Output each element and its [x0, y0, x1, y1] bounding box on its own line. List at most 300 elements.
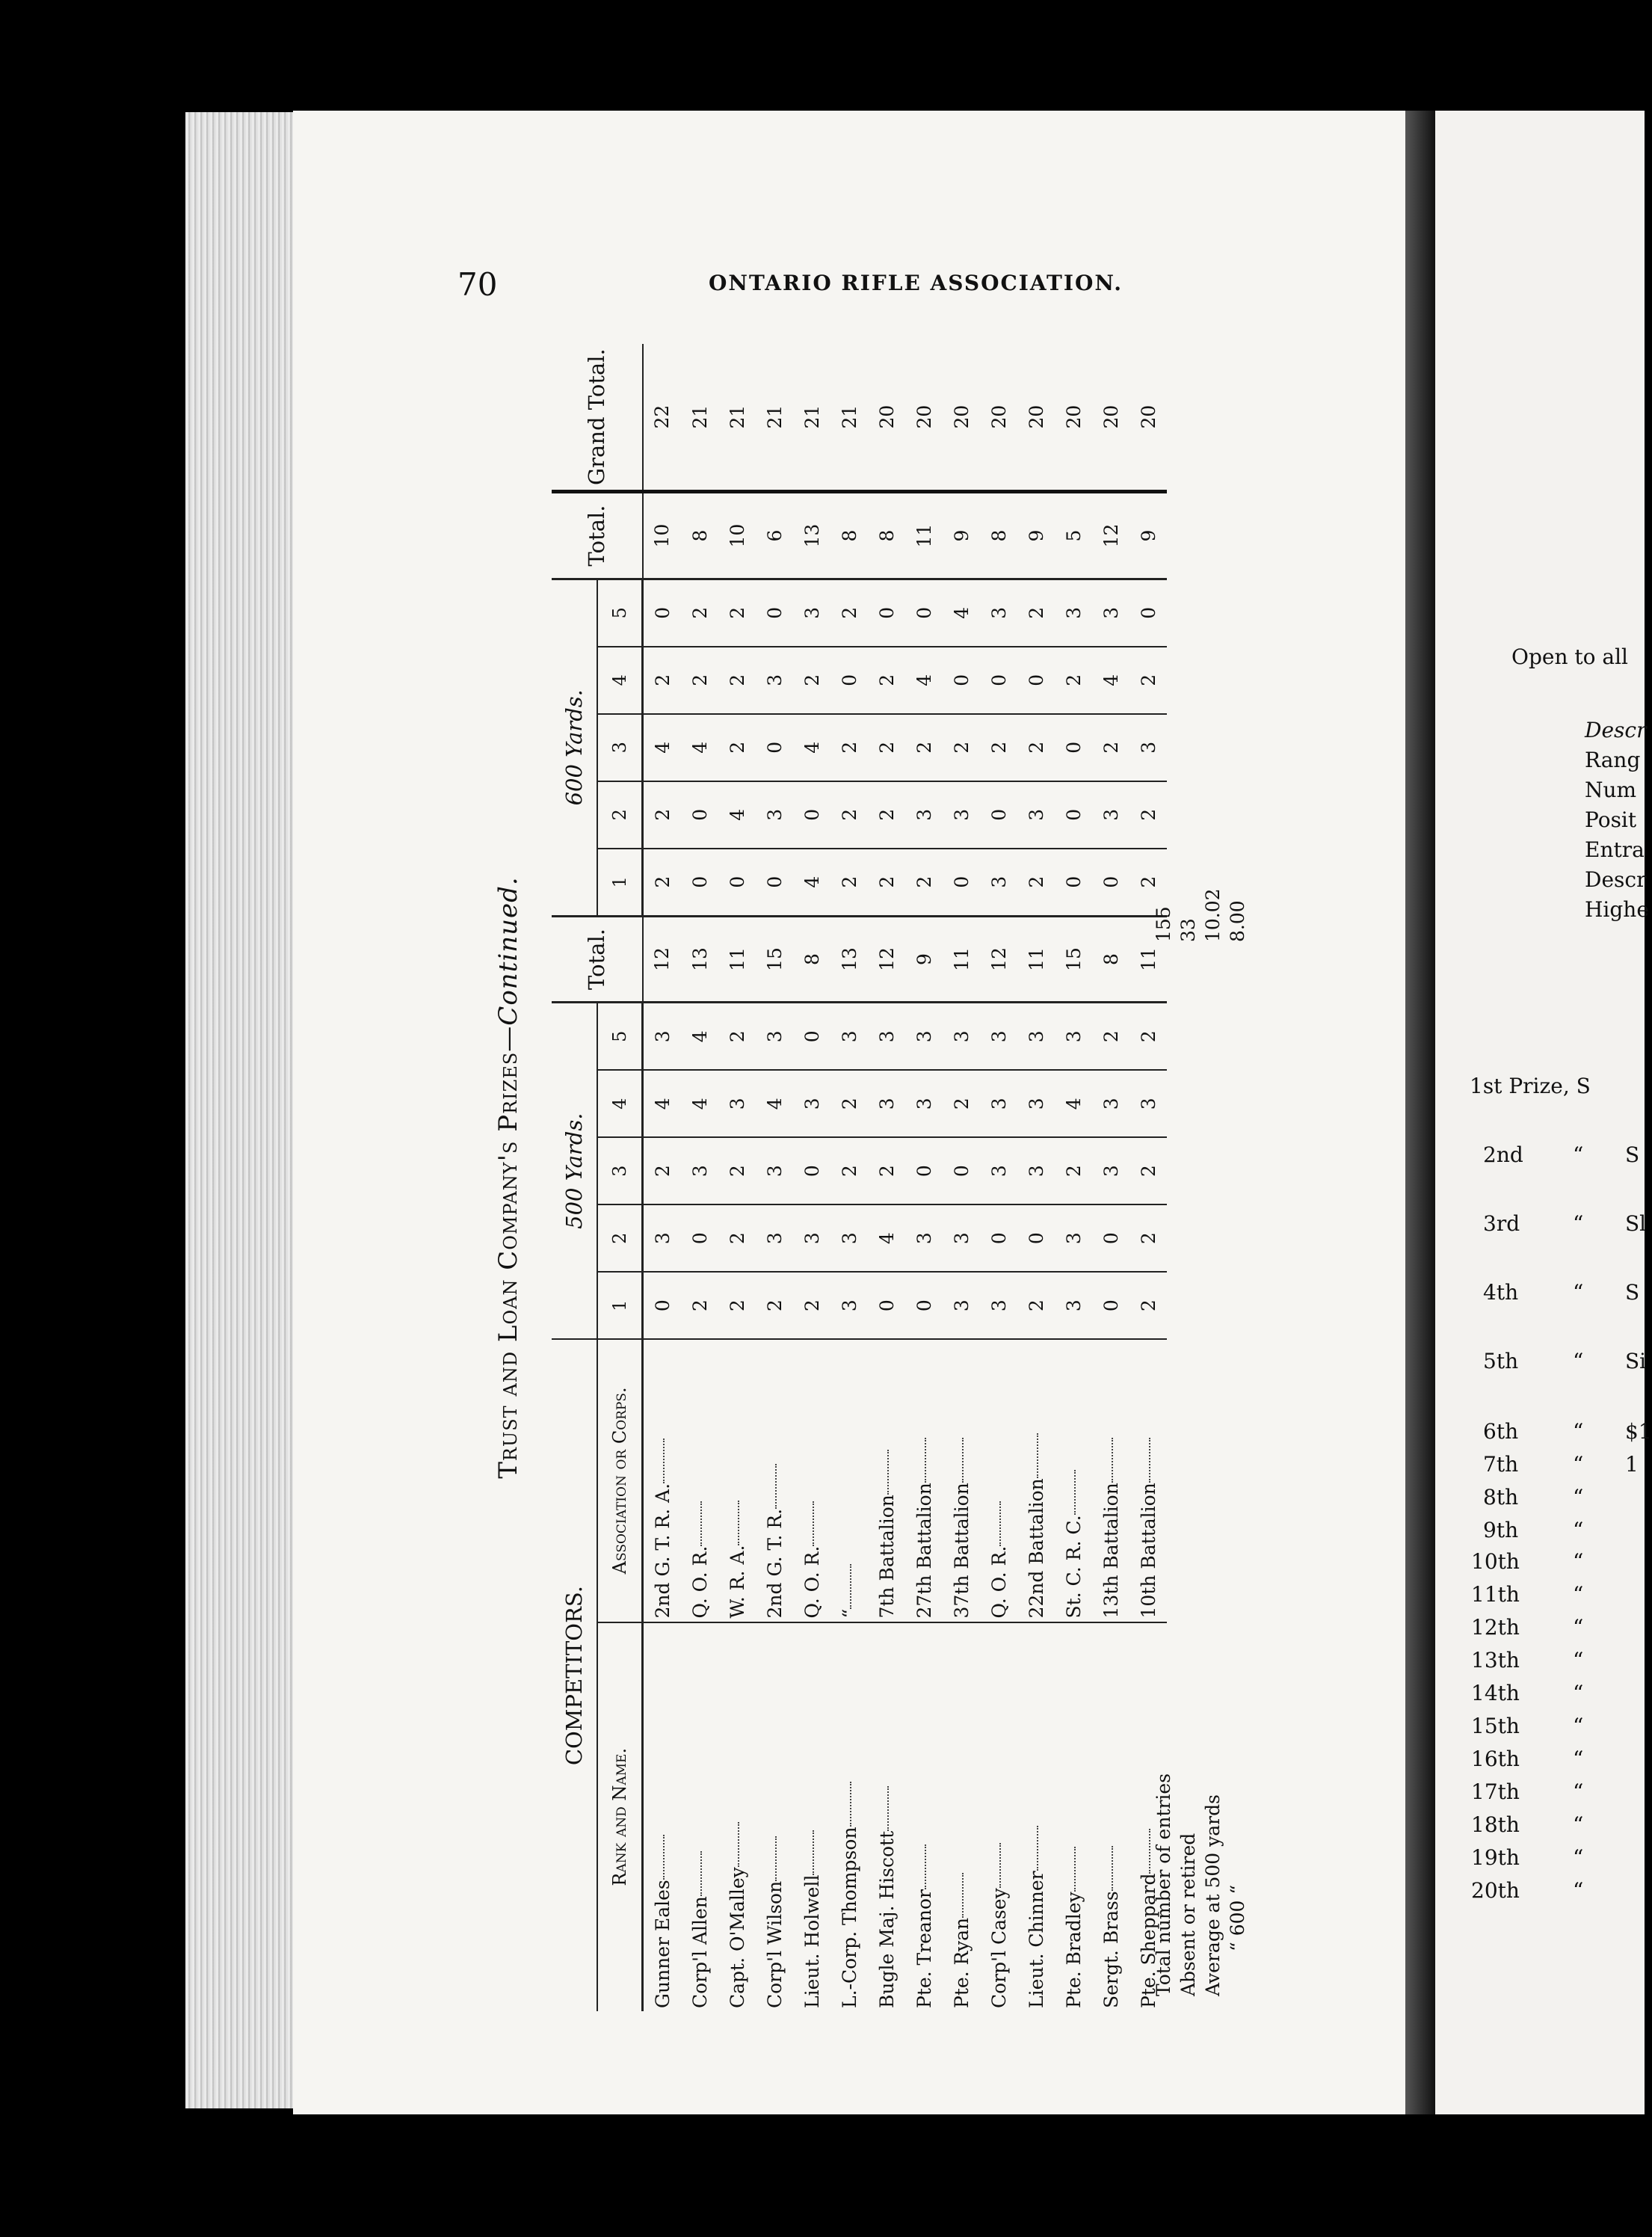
score-500	[681, 1003, 718, 1070]
total-600	[980, 492, 1017, 579]
header-rank-and-name: Rank and Name.	[597, 1622, 643, 2011]
total-500-text: 12	[987, 947, 1010, 971]
total-600	[830, 492, 868, 579]
score-500	[756, 1204, 793, 1272]
prize-tail: S	[1625, 1280, 1640, 1305]
competitor-corps-text: 2nd G. T. R. A.	[651, 1483, 674, 1619]
score-600-text: 2	[801, 674, 823, 686]
total-500-text: 15	[1062, 947, 1085, 971]
score-600	[943, 781, 980, 849]
score-500	[943, 1003, 980, 1070]
total-500-text: 11	[1137, 947, 1159, 971]
right-page-fragment: Num	[1585, 778, 1637, 802]
leader-dots	[850, 1564, 851, 1609]
score-500-text: 3	[913, 1232, 935, 1245]
score-500	[1017, 1272, 1055, 1339]
score-500-text: 3	[1100, 1098, 1122, 1110]
total-500-text: 8	[1100, 953, 1122, 965]
grand-total	[1055, 344, 1092, 492]
total-500	[1055, 916, 1092, 1003]
score-500-text: 2	[950, 1098, 973, 1110]
right-page-open-to: Open to all	[1511, 644, 1628, 669]
score-600-text: 2	[1100, 741, 1122, 754]
leader-dots	[813, 1830, 814, 1875]
competitor-corps	[943, 1339, 980, 1622]
score-500	[1017, 1070, 1055, 1137]
prize-tail: 1	[1625, 1452, 1639, 1477]
header-association-or-corps: Association or Corps.	[597, 1339, 643, 1622]
summary-block	[1151, 501, 1250, 1996]
score-600	[756, 849, 793, 916]
score-500-text: 0	[987, 1232, 1010, 1245]
score-500-text: 2	[1137, 1165, 1159, 1178]
right-page-fragment: Posit	[1585, 807, 1637, 832]
score-500-text: 4	[763, 1098, 786, 1110]
score-600-text: 0	[1137, 606, 1159, 619]
total-600	[868, 492, 905, 579]
score-500-text: 3	[763, 1232, 786, 1245]
competitor-corps	[681, 1339, 718, 1622]
grand-total	[718, 344, 756, 492]
score-500	[868, 1003, 905, 1070]
competitor-name-text: Bugle Maj. Hiscott	[875, 1830, 898, 2008]
competitor-name-text: Lieut. Chinner	[1025, 1871, 1047, 2008]
summary-label: Total number of entries	[1153, 1773, 1174, 1996]
score-600-text: 0	[1062, 741, 1085, 754]
leader-dots	[1112, 1846, 1113, 1891]
score-500-text: 2	[726, 1299, 748, 1312]
total-600-text: 10	[651, 523, 674, 548]
score-600-text: 2	[651, 876, 674, 888]
table-row	[1092, 344, 1129, 2011]
score-500-text: 3	[1025, 1098, 1047, 1110]
score-500	[980, 1137, 1017, 1204]
score-500	[1055, 1070, 1092, 1137]
score-500-text: 4	[688, 1030, 711, 1043]
score-600	[1092, 647, 1129, 714]
total-500	[868, 916, 905, 1003]
competitor-name	[980, 1622, 1017, 2011]
score-600-text: 2	[875, 741, 898, 754]
score-500-text: 2	[1062, 1165, 1085, 1178]
score-600	[681, 647, 718, 714]
score-500	[681, 1137, 718, 1204]
score-600	[1017, 781, 1055, 849]
score-500-text: 2	[726, 1030, 748, 1043]
score-500	[643, 1070, 682, 1137]
score-600-text: 0	[763, 606, 786, 619]
score-600-text: 3	[987, 606, 1010, 619]
header-shot: 4	[597, 1070, 643, 1137]
score-600	[1055, 579, 1092, 646]
score-500-text: 0	[1100, 1299, 1122, 1312]
score-600-text: 0	[875, 606, 898, 619]
score-500	[1017, 1137, 1055, 1204]
competitor-name-text: Corp'l Wilson	[763, 1880, 786, 2008]
score-500	[1092, 1137, 1129, 1204]
score-600-text: 2	[875, 876, 898, 888]
total-600	[905, 492, 943, 579]
score-500-text: 3	[763, 1030, 786, 1043]
header-shot: 1	[597, 849, 643, 916]
leader-dots	[925, 1844, 926, 1889]
competitor-corps	[1092, 1339, 1129, 1622]
grand-total	[1129, 344, 1167, 492]
total-500	[643, 916, 682, 1003]
prize-mark: “	[1573, 1714, 1584, 1738]
leader-dots	[663, 1438, 665, 1483]
grand-total	[868, 344, 905, 492]
score-600	[643, 781, 682, 849]
total-600-text: 8	[987, 529, 1010, 542]
score-500-text: 2	[875, 1165, 898, 1178]
total-500	[830, 916, 868, 1003]
score-600-text: 0	[651, 606, 674, 619]
score-600-text: 2	[1062, 674, 1085, 686]
score-600-text: 2	[726, 741, 748, 754]
score-500	[793, 1070, 830, 1137]
score-500-text: 2	[726, 1232, 748, 1245]
score-500-text: 2	[1100, 1030, 1122, 1043]
table-row	[793, 344, 830, 2011]
grand-total-text: 20	[1100, 404, 1122, 429]
grand-total-text: 21	[801, 404, 823, 429]
grand-total-text: 20	[987, 404, 1010, 429]
score-500-text: 2	[838, 1165, 860, 1178]
score-600-text: 3	[1025, 808, 1047, 821]
score-600	[905, 647, 943, 714]
competitor-name	[681, 1622, 718, 2011]
competitor-name	[1055, 1622, 1092, 2011]
total-500-text: 12	[875, 947, 898, 971]
score-600	[756, 647, 793, 714]
competitor-corps-text: 7th Battalion	[875, 1495, 898, 1619]
score-600	[1017, 579, 1055, 646]
leader-dots	[700, 1851, 702, 1896]
leader-dots	[813, 1501, 814, 1546]
competitor-name	[830, 1622, 868, 2011]
score-600-text: 2	[913, 876, 935, 888]
prize-tail: Si	[1625, 1349, 1647, 1373]
prize-mark: “	[1573, 1142, 1584, 1167]
score-600-text: 0	[688, 876, 711, 888]
score-500-text: 0	[913, 1299, 935, 1312]
score-600	[980, 579, 1017, 646]
grand-total-text: 20	[875, 404, 898, 429]
score-500	[980, 1272, 1017, 1339]
competitor-corps-text: 22nd Battalion	[1025, 1478, 1047, 1619]
total-500-text: 13	[838, 947, 860, 971]
competitor-name-text: Lieut. Holwell	[801, 1874, 823, 2008]
score-500-text: 3	[838, 1299, 860, 1312]
prize-mark: “	[1573, 1582, 1584, 1607]
score-600-text: 0	[950, 876, 973, 888]
score-500	[905, 1137, 943, 1204]
score-600-text: 4	[950, 606, 973, 619]
summary-row	[1176, 501, 1201, 1996]
score-600	[681, 714, 718, 781]
competitor-corps	[980, 1339, 1017, 1622]
leader-dots	[775, 1836, 777, 1881]
score-500	[1092, 1003, 1129, 1070]
score-600	[718, 714, 756, 781]
right-page-fragment: Highe	[1585, 897, 1649, 922]
total-500	[980, 916, 1017, 1003]
score-500-text: 4	[688, 1098, 711, 1110]
prize-mark: “	[1573, 1878, 1584, 1903]
score-500-text: 3	[688, 1165, 711, 1178]
score-500-text: 3	[1025, 1165, 1047, 1178]
score-600	[980, 781, 1017, 849]
score-600	[793, 849, 830, 916]
score-600-text: 3	[801, 606, 823, 619]
score-500-text: 3	[913, 1098, 935, 1110]
score-600	[1055, 647, 1092, 714]
score-500-text: 3	[1025, 1030, 1047, 1043]
grand-total	[793, 344, 830, 492]
prize-mark: “	[1573, 1648, 1584, 1673]
score-600-text: 3	[1100, 808, 1122, 821]
score-600-text: 4	[913, 674, 935, 686]
score-500-text: 3	[1062, 1299, 1085, 1312]
leader-dots	[1074, 1470, 1076, 1515]
summary-row	[1201, 501, 1225, 1996]
score-600	[681, 781, 718, 849]
prize-mark: “	[1573, 1452, 1584, 1477]
grand-total-text: 21	[838, 404, 860, 429]
rotated-table-block	[493, 344, 1286, 2011]
score-500	[905, 1070, 943, 1137]
summary-value: 33	[1177, 918, 1199, 942]
score-500	[868, 1070, 905, 1137]
competitor-corps-text: 37th Battalion	[950, 1483, 973, 1619]
score-500-text: 0	[875, 1299, 898, 1312]
score-600-text: 3	[763, 674, 786, 686]
score-600	[718, 647, 756, 714]
table-row	[681, 344, 718, 2011]
score-500	[980, 1070, 1017, 1137]
score-500	[1017, 1003, 1055, 1070]
table-row	[905, 344, 943, 2011]
score-table-body	[643, 344, 1168, 2011]
competitor-name-text: Corp'l Casey	[987, 1888, 1010, 2008]
score-600-text: 3	[913, 808, 935, 821]
header-shot: 1	[597, 1272, 643, 1339]
competitor-corps-text: Q. O. R.	[987, 1545, 1010, 1619]
score-500	[1055, 1204, 1092, 1272]
leader-dots	[962, 1873, 964, 1918]
score-500	[943, 1272, 980, 1339]
score-500	[905, 1204, 943, 1272]
score-500-text: 2	[651, 1165, 674, 1178]
total-500	[1017, 916, 1055, 1003]
summary-label: Absent or retired	[1177, 1833, 1199, 1996]
right-page-fragment: Rang	[1585, 748, 1641, 772]
score-500	[681, 1204, 718, 1272]
total-600	[718, 492, 756, 579]
prize-ord: 16th	[1471, 1747, 1520, 1771]
score-600-text: 3	[763, 808, 786, 821]
total-600	[1092, 492, 1129, 579]
score-600	[1092, 781, 1129, 849]
score-600	[1017, 714, 1055, 781]
score-600-text: 4	[726, 808, 748, 821]
score-600	[643, 579, 682, 646]
score-500	[980, 1204, 1017, 1272]
score-500-text: 0	[1025, 1232, 1047, 1245]
competitor-corps	[905, 1339, 943, 1622]
score-600	[905, 714, 943, 781]
right-page-fragment: Descr	[1585, 718, 1647, 742]
table-row	[980, 344, 1017, 2011]
score-600-text: 4	[801, 741, 823, 754]
score-500-text: 0	[801, 1165, 823, 1178]
leader-dots	[962, 1438, 964, 1483]
header-total-600: Total.	[552, 492, 643, 579]
score-500-text: 2	[726, 1165, 748, 1178]
competitor-corps-text: “	[838, 1608, 860, 1619]
header-shot: 2	[597, 781, 643, 849]
competitor-corps-text: 2nd G. T. R.	[763, 1508, 786, 1619]
prize-ord: 6th	[1483, 1419, 1519, 1444]
score-500	[943, 1204, 980, 1272]
prize-mark: “	[1573, 1518, 1584, 1542]
score-500	[1092, 1204, 1129, 1272]
score-500	[830, 1272, 868, 1339]
total-600	[943, 492, 980, 579]
total-500-text: 12	[651, 947, 674, 971]
leader-dots	[1112, 1438, 1113, 1483]
score-500	[756, 1070, 793, 1137]
score-500	[905, 1272, 943, 1339]
score-600	[1017, 647, 1055, 714]
leader-dots	[1037, 1826, 1038, 1871]
score-500	[1055, 1137, 1092, 1204]
score-500	[1092, 1272, 1129, 1339]
competitor-name-text: L.-Corp. Thompson	[838, 1827, 860, 2008]
header-grand-total: Grand Total.	[552, 344, 643, 492]
competitor-corps	[1017, 1339, 1055, 1622]
prize-ord: 20th	[1471, 1878, 1520, 1903]
total-500-text: 11	[1025, 947, 1047, 971]
competitor-corps	[1055, 1339, 1092, 1622]
score-600-text: 4	[651, 741, 674, 754]
competitor-name	[793, 1622, 830, 2011]
score-600-text: 2	[1025, 741, 1047, 754]
grand-total	[643, 344, 682, 492]
prize-mark: “	[1573, 1549, 1584, 1574]
score-500	[643, 1003, 682, 1070]
score-500-text: 0	[801, 1030, 823, 1043]
competitor-name	[718, 1622, 756, 2011]
header-shot: 3	[597, 1137, 643, 1204]
score-500	[793, 1137, 830, 1204]
score-600-text: 2	[838, 876, 860, 888]
score-500	[643, 1204, 682, 1272]
grand-total-text: 20	[1137, 404, 1159, 429]
score-500-text: 0	[913, 1165, 935, 1178]
score-500	[830, 1003, 868, 1070]
score-600	[1055, 714, 1092, 781]
score-600	[643, 849, 682, 916]
score-600	[756, 781, 793, 849]
competitor-name	[905, 1622, 943, 2011]
score-600-text: 2	[688, 674, 711, 686]
score-500-text: 0	[688, 1232, 711, 1245]
prize-ord: 19th	[1471, 1845, 1520, 1870]
score-600-text: 0	[1025, 674, 1047, 686]
table-row	[943, 344, 980, 2011]
score-600	[1017, 849, 1055, 916]
header-competitors: COMPETITORS.	[552, 1339, 597, 2011]
score-500	[718, 1070, 756, 1137]
score-500	[905, 1003, 943, 1070]
header-600-yards: 600 Yards.	[552, 579, 597, 916]
score-500-text: 4	[1062, 1098, 1085, 1110]
right-page-first-prize: 1st Prize, S	[1470, 1074, 1591, 1098]
table-row	[756, 344, 793, 2011]
competitor-corps	[643, 1339, 682, 1622]
header-shot: 2	[597, 1204, 643, 1272]
summary-row	[1151, 501, 1176, 1996]
score-600	[868, 579, 905, 646]
score-500	[1055, 1272, 1092, 1339]
competitor-name-text: Pte. Sheppard	[1137, 1873, 1159, 2008]
total-500	[1092, 916, 1129, 1003]
leader-dots	[663, 1835, 665, 1880]
score-table	[552, 344, 1167, 2011]
score-600	[830, 647, 868, 714]
score-600-text: 2	[838, 808, 860, 821]
score-500-text: 0	[651, 1299, 674, 1312]
summary-value: 10.02	[1202, 888, 1224, 942]
competitor-corps-text: St. C. R. C.	[1062, 1515, 1085, 1619]
competitor-name	[756, 1622, 793, 2011]
score-500	[681, 1070, 718, 1137]
score-600	[830, 714, 868, 781]
grand-total-text: 20	[1025, 404, 1047, 429]
total-600	[681, 492, 718, 579]
score-500	[868, 1137, 905, 1204]
score-500-text: 2	[1137, 1030, 1159, 1043]
competitor-corps-text: Q. O. R.	[688, 1545, 711, 1619]
score-500-text: 3	[651, 1232, 674, 1245]
grand-total	[681, 344, 718, 492]
total-600-text: 6	[763, 529, 786, 542]
total-500	[718, 916, 756, 1003]
grand-total	[943, 344, 980, 492]
score-600-text: 0	[763, 876, 786, 888]
grand-total-text: 20	[1062, 404, 1085, 429]
score-600	[756, 579, 793, 646]
prize-ord: 14th	[1471, 1681, 1520, 1705]
score-600-text: 3	[1100, 606, 1122, 619]
competitor-name-text: Pte. Bradley	[1062, 1892, 1085, 2008]
score-600	[943, 714, 980, 781]
prize-mark: “	[1573, 1812, 1584, 1837]
competitor-corps-text: 13th Battalion	[1100, 1483, 1122, 1619]
grand-total-text: 20	[950, 404, 973, 429]
score-500-text: 3	[1137, 1098, 1159, 1110]
total-600-text: 9	[1025, 529, 1047, 542]
prize-mark: “	[1573, 1280, 1584, 1305]
score-500-text: 2	[688, 1299, 711, 1312]
table-title-continued: Continued.	[493, 876, 523, 1026]
summary-row	[1225, 501, 1250, 1996]
page-number: 70	[457, 266, 498, 303]
score-600	[793, 647, 830, 714]
score-600	[1055, 781, 1092, 849]
